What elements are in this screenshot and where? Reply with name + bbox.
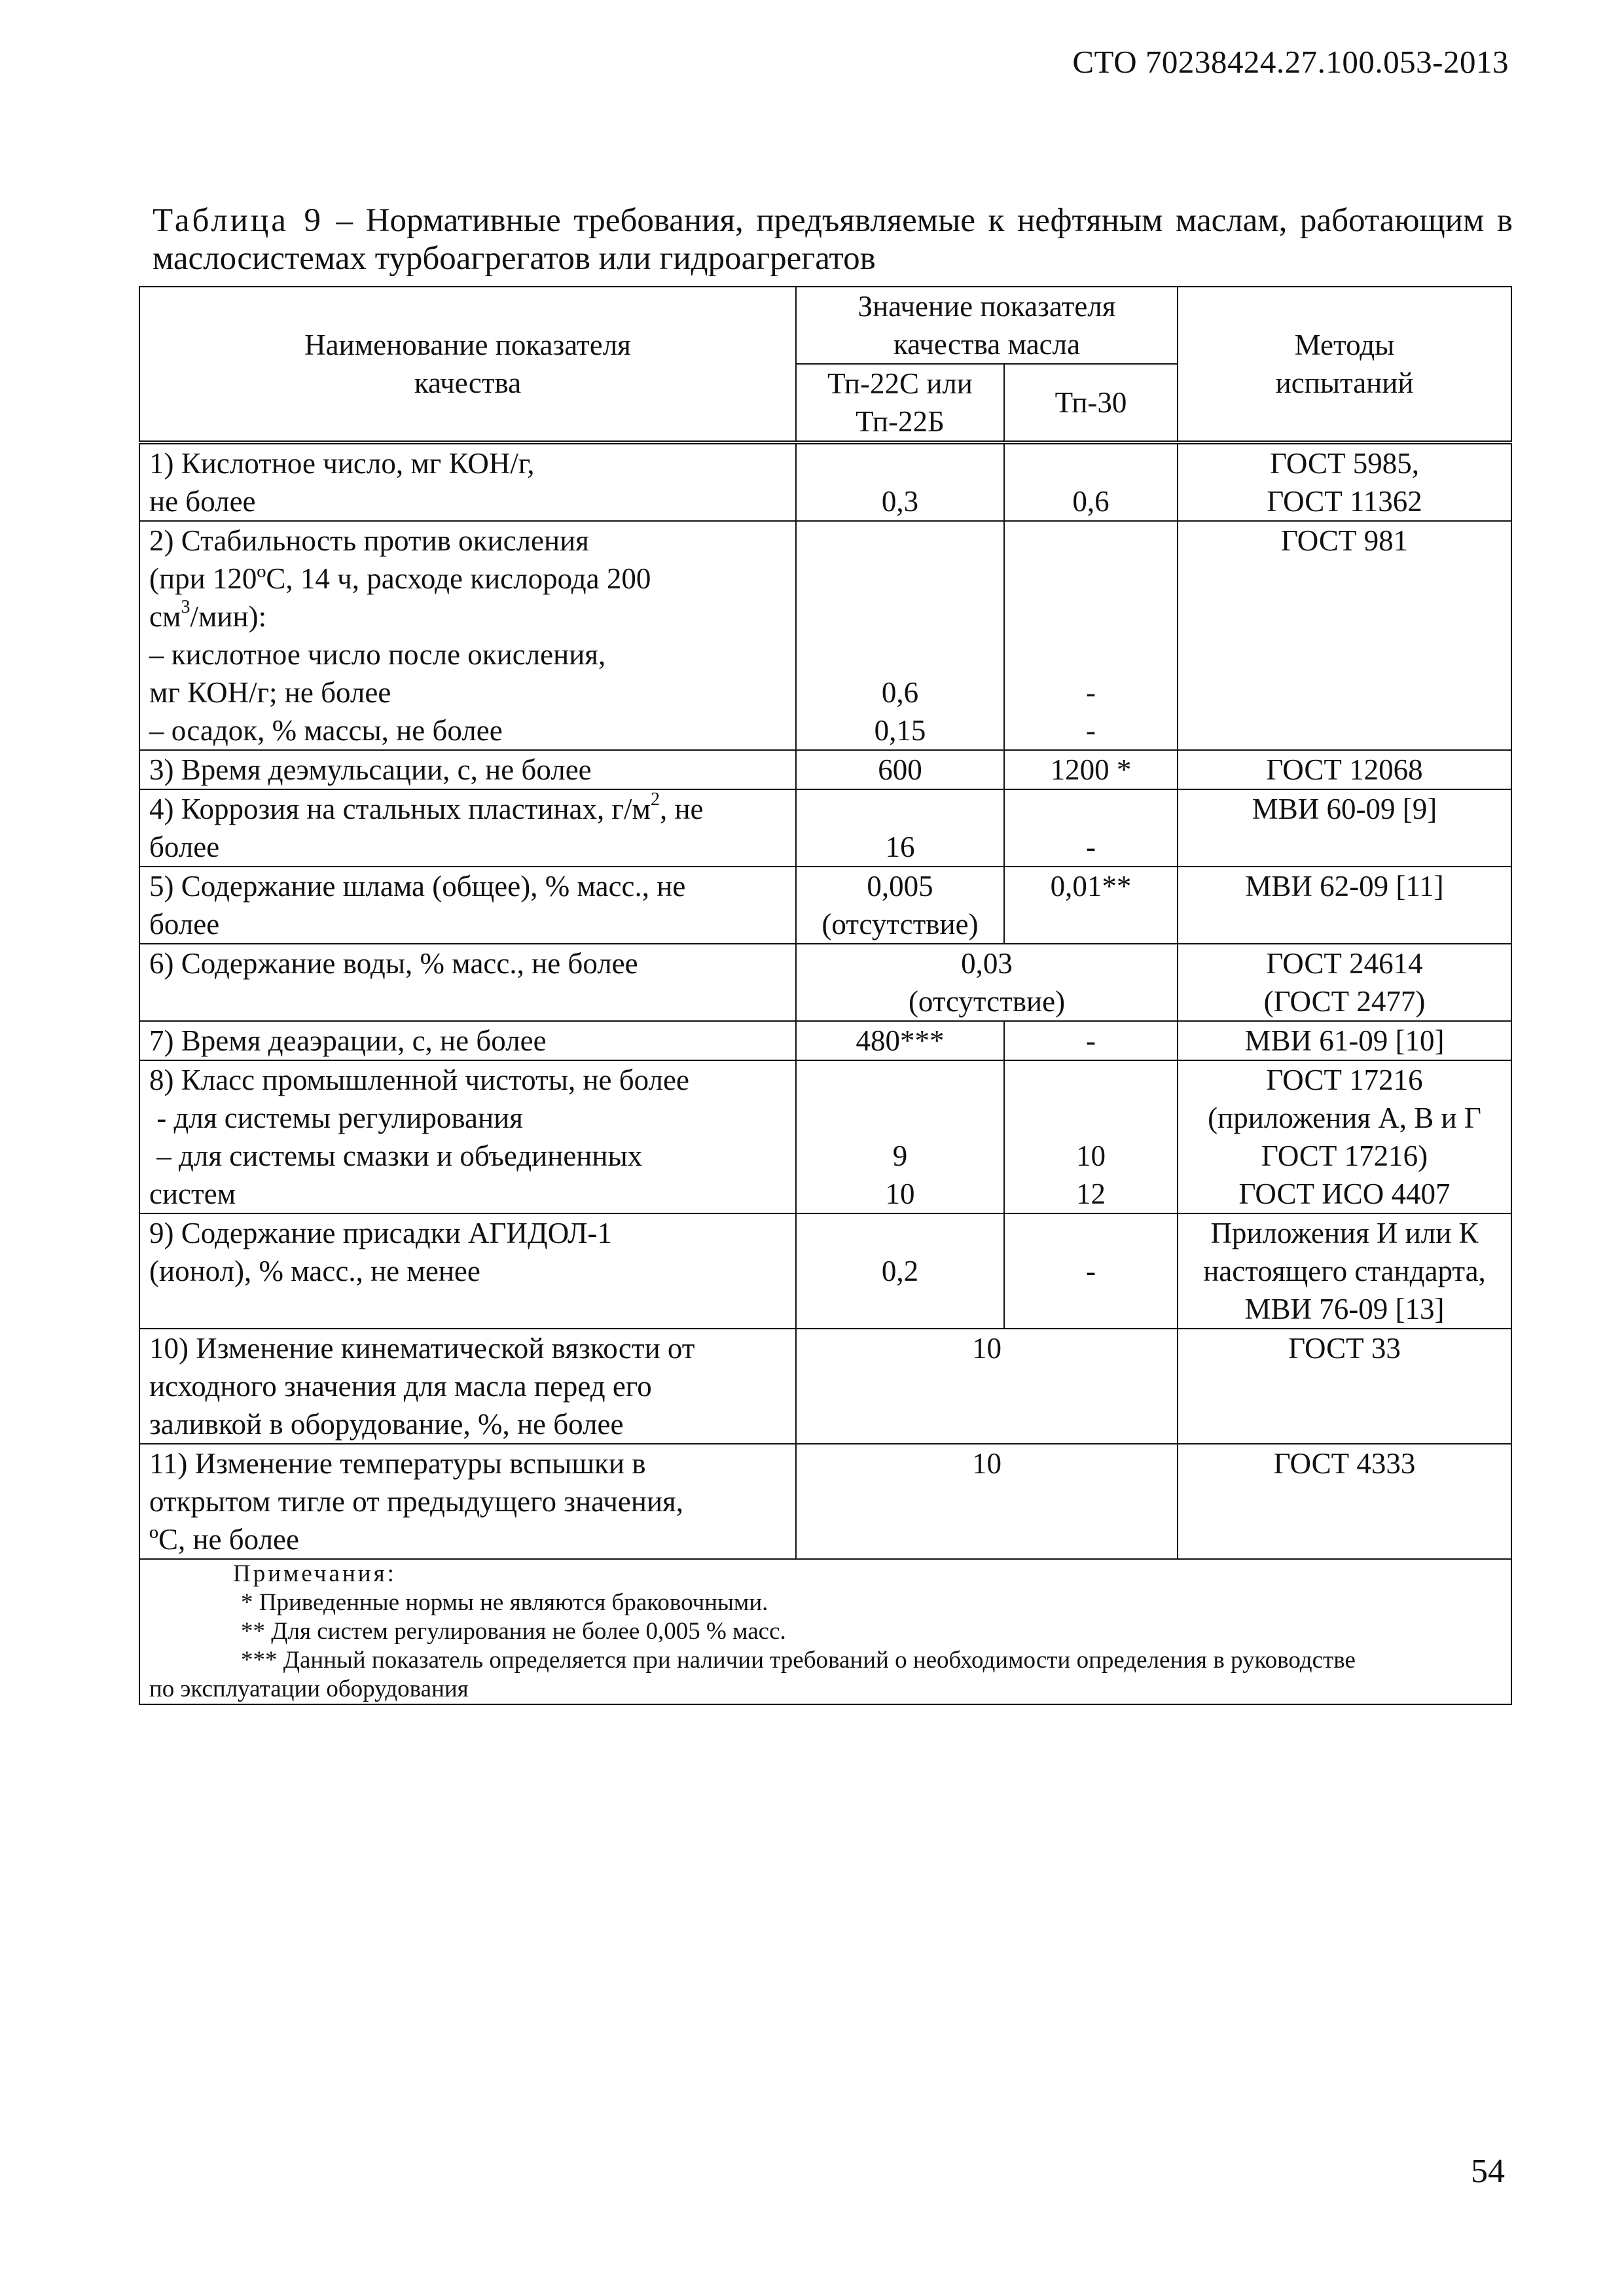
row9-tp30: -: [1004, 1213, 1178, 1329]
note-3: *** Данный показатель определяется при наличии требований о необходимости определения в руководстве: [241, 1647, 1356, 1674]
row8-tp30: 10 12: [1004, 1060, 1178, 1213]
row10-method: ГОСТ 33: [1178, 1329, 1511, 1444]
row7-tp30: -: [1004, 1021, 1178, 1060]
row9-method: Приложения И или К настоящего стандарта, МВИ 76-09 [13]: [1178, 1213, 1511, 1329]
document-code: СТО 70238424.27.100.053-2013: [1072, 44, 1509, 80]
header-methods: Методы испытаний: [1178, 287, 1511, 442]
row8-tp22: 9 10: [796, 1060, 1004, 1213]
row6-name: 6) Содержание воды, % масс., не более: [139, 944, 796, 1021]
row3-method: ГОСТ 12068: [1178, 750, 1511, 789]
row2-name: 2) Стабильность против окисления (при 120ºС, 14 ч, расходе кислорода 200 $см^3/мин$): – кислотное число после окисления, мг КОН/г; не более – осадок, % массы, не более: [139, 521, 796, 750]
row4-name: 4) Коррозия на стальных пластинах, $г/м^2$, не более: [139, 789, 796, 867]
table-notes: [139, 1559, 1511, 1704]
table-row: [139, 1021, 1511, 1060]
row9-name: 9) Содержание присадки АГИДОЛ-1 (ионол), % масс., не менее: [139, 1213, 796, 1329]
row4-tp22: 16: [796, 789, 1004, 867]
row5-method: МВИ 62-09 [11]: [1178, 867, 1511, 944]
row1-tp30: 0,6: [1004, 442, 1178, 521]
row4-tp30: -: [1004, 789, 1178, 867]
header-indicator-name: Наименование показателя качества: [139, 287, 796, 442]
header-value-group: Значение показателя качества масла: [796, 287, 1178, 364]
table-caption: [153, 202, 1513, 278]
page-number: 54: [1471, 2153, 1505, 2190]
table-row: [139, 1329, 1511, 1444]
row11-name: 11) Изменение температуры вспышки в открытом тигле от предыдущего значения, ºС, не более: [139, 1444, 796, 1559]
header-tp22: Тп-22С или Тп-22Б: [796, 364, 1004, 442]
row5-tp22: 0,005 (отсутствие): [796, 867, 1004, 944]
table-row: [139, 1060, 1511, 1213]
row3-tp30: 1200 *: [1004, 750, 1178, 789]
row1-tp22: 0,3: [796, 442, 1004, 521]
note-3-continued: по эксплуатации оборудования: [149, 1676, 469, 1702]
row8-method: ГОСТ 17216 (приложения А, В и Г ГОСТ 17216) ГОСТ ИСО 4407: [1178, 1060, 1511, 1213]
row11-value: 10: [796, 1444, 1178, 1559]
table-row: [139, 521, 1511, 750]
table-caption-lead: Таблица 9: [153, 202, 323, 239]
row9-tp22: 0,2: [796, 1213, 1004, 1329]
row7-method: МВИ 61-09 [10]: [1178, 1021, 1511, 1060]
row6-value: 0,03 (отсутствие): [796, 944, 1178, 1021]
row10-name: 10) Изменение кинематической вязкости от исходного значения для масла перед его заливкой в оборудование, %, не более: [139, 1329, 796, 1444]
row5-name: 5) Содержание шлама (общее), % масс., не более: [139, 867, 796, 944]
table-row: [139, 750, 1511, 789]
table-row: [139, 867, 1511, 944]
requirements-table: [139, 286, 1512, 1705]
row3-name: 3) Время деэмульсации, с, не более: [139, 750, 796, 789]
table-row: [139, 1213, 1511, 1329]
table-row: [139, 789, 1511, 867]
row4-method: МВИ 60-09 [9]: [1178, 789, 1511, 867]
table-row: [139, 944, 1511, 1021]
row3-tp22: 600: [796, 750, 1004, 789]
row1-name: 1) Кислотное число, мг КОН/г, не более: [139, 442, 796, 521]
table-row: [139, 1444, 1511, 1559]
notes-title: Примечания:: [233, 1560, 397, 1587]
row2-method: ГОСТ 981: [1178, 521, 1511, 750]
notes-row: [139, 1559, 1511, 1704]
note-2: ** Для систем регулирования не более 0,005 % масс.: [241, 1618, 786, 1645]
row1-method: ГОСТ 5985, ГОСТ 11362: [1178, 442, 1511, 521]
header-row-1: [139, 287, 1511, 364]
header-tp30: Тп-30: [1004, 364, 1178, 442]
row7-name: 7) Время деаэрации, с, не более: [139, 1021, 796, 1060]
table-caption-text: – Нормативные требования, предъявляемые к нефтяным маслам, работающим в маслосистемах турбоагрегатов или гидроагрегатов: [153, 202, 1513, 277]
row10-value: 10: [796, 1329, 1178, 1444]
table-row: [139, 442, 1511, 521]
note-1: * Приведенные нормы не являются браковочными.: [241, 1589, 768, 1616]
row6-method: ГОСТ 24614 (ГОСТ 2477): [1178, 944, 1511, 1021]
row2-tp22: 0,6 0,15: [796, 521, 1004, 750]
row5-tp30: 0,01**: [1004, 867, 1178, 944]
row11-method: ГОСТ 4333: [1178, 1444, 1511, 1559]
row2-tp30: - -: [1004, 521, 1178, 750]
row7-tp22: 480***: [796, 1021, 1004, 1060]
row8-name: 8) Класс промышленной чистоты, не более - для системы регулирования – для системы смазки и объединенных систем: [139, 1060, 796, 1213]
